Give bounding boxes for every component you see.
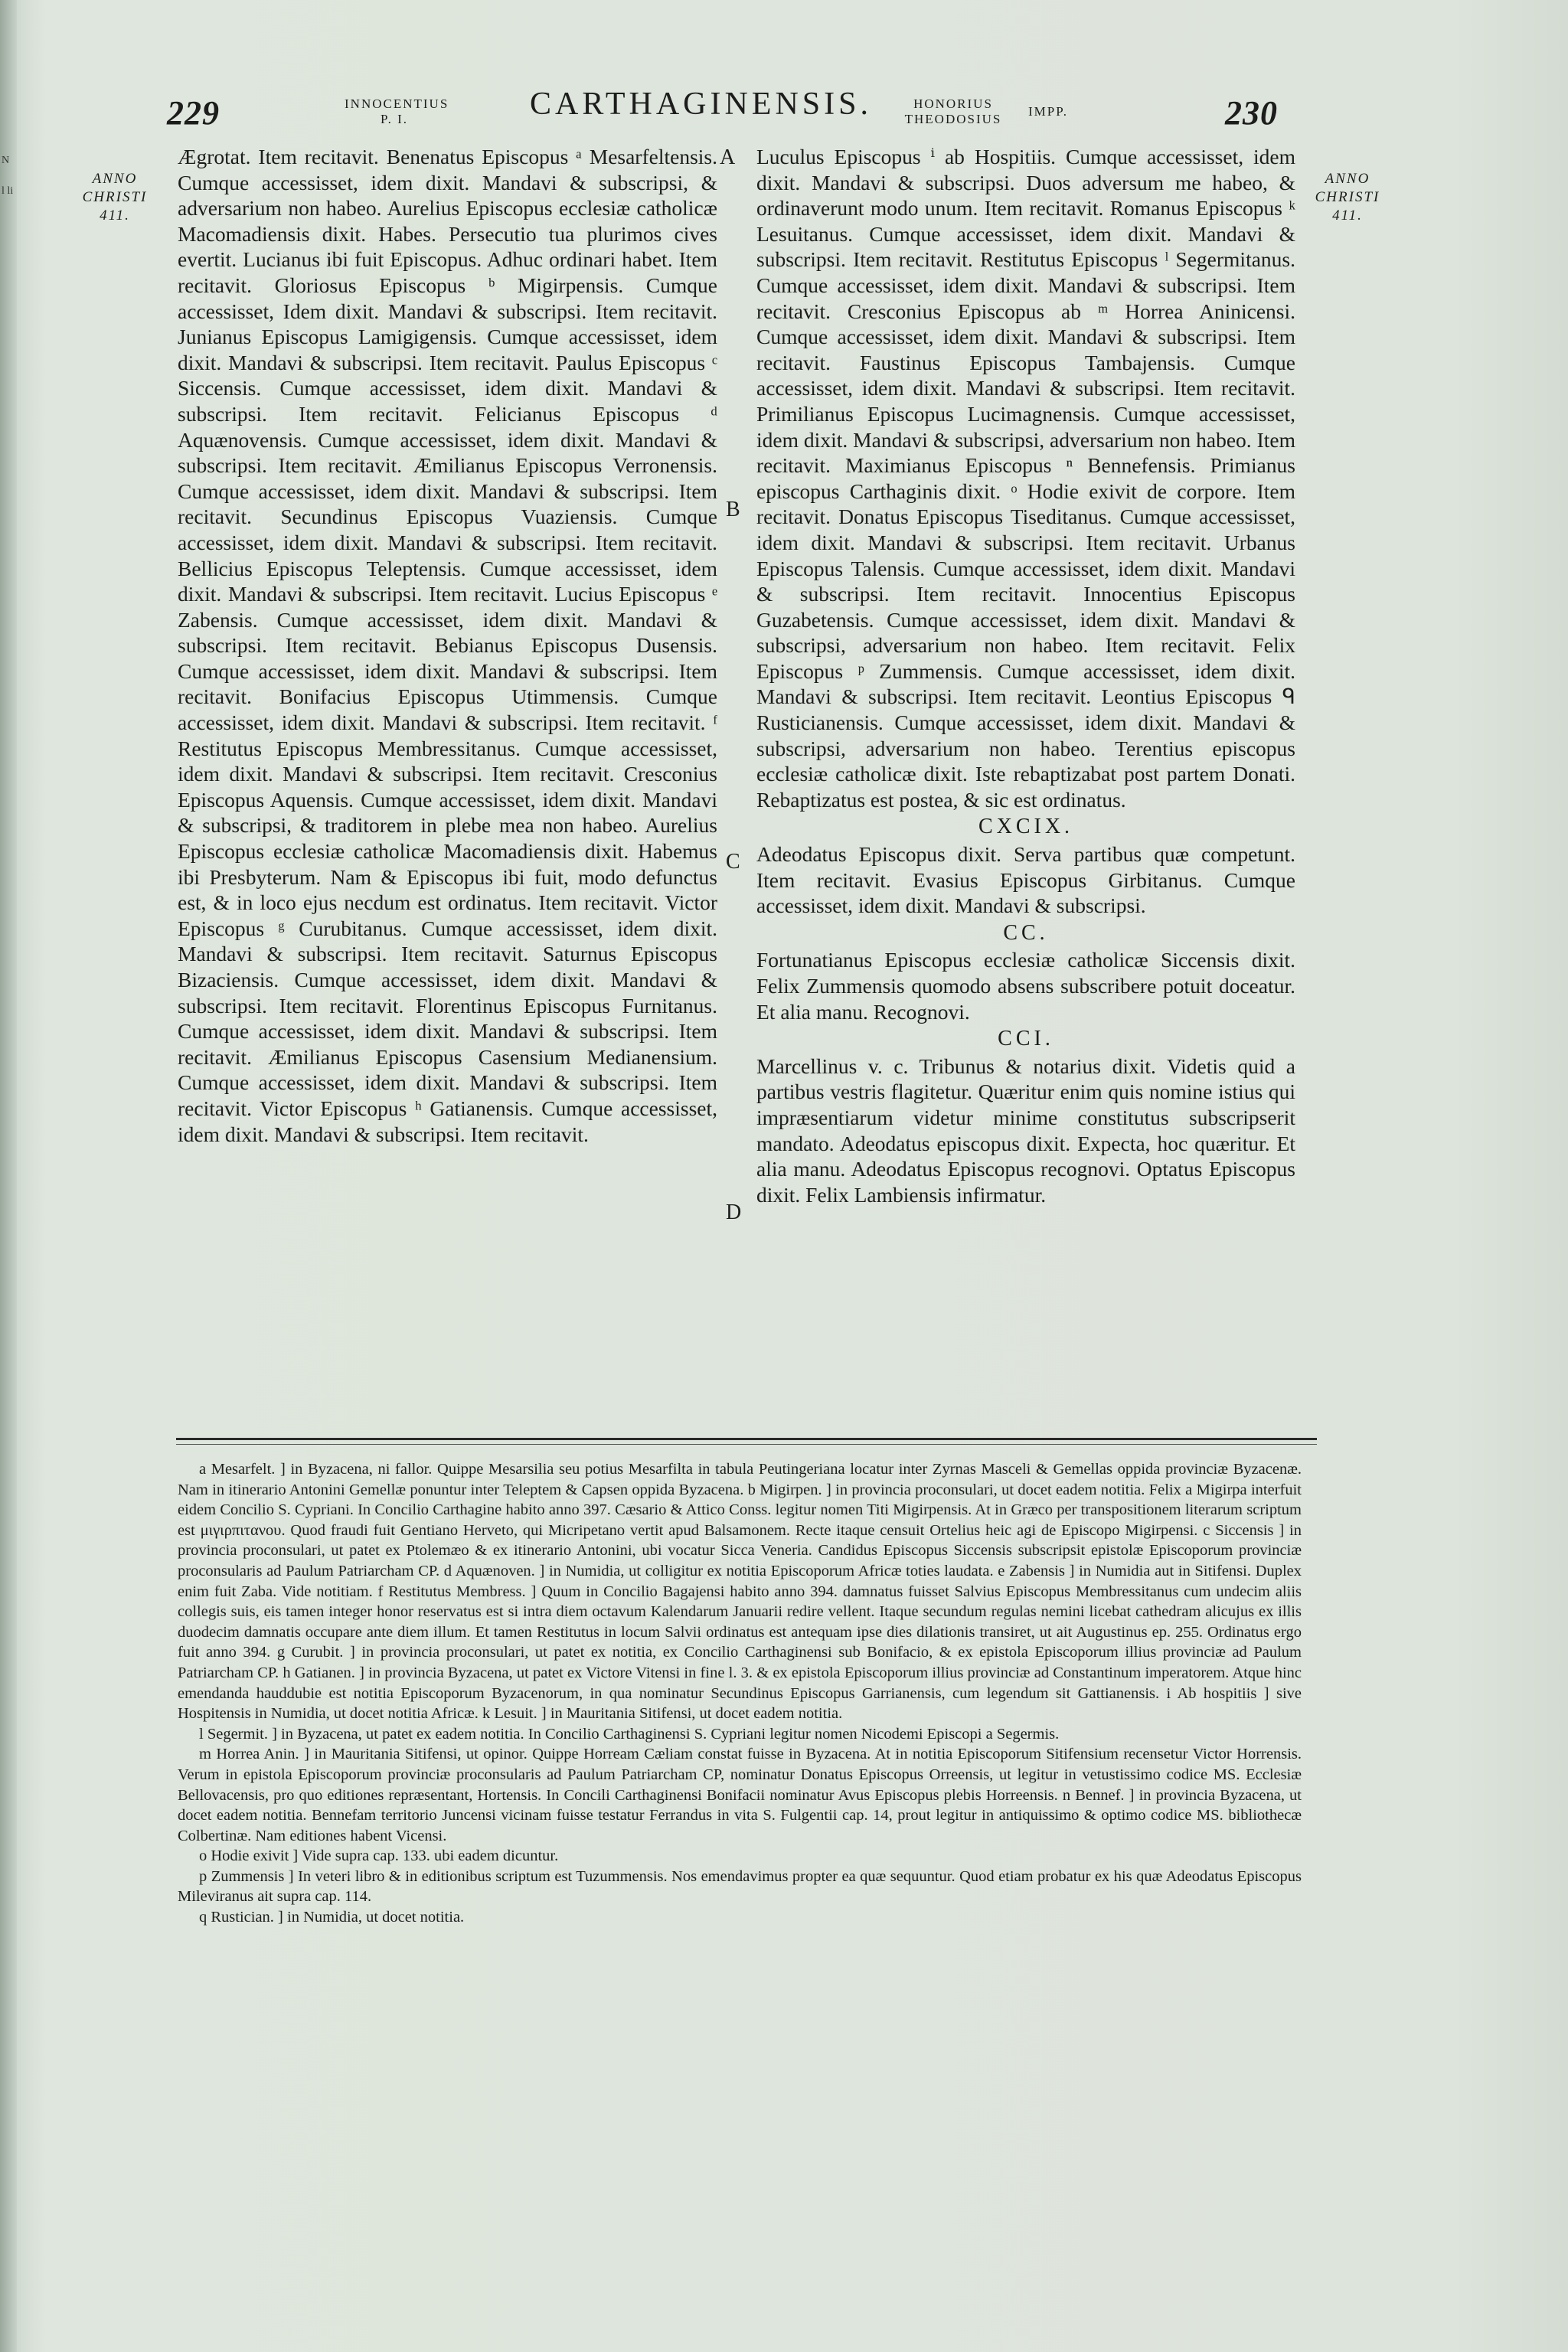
running-head-suffix: IMPP. <box>1027 104 1069 119</box>
chapter-heading: CCI. <box>998 1027 1054 1051</box>
page-title: CARTHAGINENSIS. <box>530 87 872 122</box>
margin-note-left: ANNO CHRISTI 411. <box>82 171 148 224</box>
column-right <box>756 144 1295 1207</box>
section-letter-b: B <box>726 498 740 521</box>
footnote-block: p Zummensis ] In veteri libro & in editionibus scriptum est Tuzummensis. Nos emendavimus propter ea quæ sequuntur. Quod etiam probatur ex his quæ Adeodatus Episcopus Mileviranus ait supra cap. 114. <box>178 1867 1302 1906</box>
column-left <box>178 144 717 1147</box>
footnote-block: a Mesarfelt. ] in Byzacena, ni fallor. Quippe Mesarsilia seu potius Mesarfilta in tabula Peutingeriana locatur inter Zyrnas Masceli & Gemellas oppida provinciæ Byzacenæ. Nam in itinerario Antonini Gemellæ ponuntur inter Teleptem & Capsen oppida Byzacena. b Migirpen. ] in provincia proconsulari, ut docet eadem notitia. Felix a Migirpa interfuit eidem Concilio S. Cypriani. In Concilio Carthagine habito anno 397. Cæsario & Attico Conss. legitur nomen Titi Migirpensis. At in Græco per transpositionem literarum scriptum est μιγιρπιτανου. Quod fraudi fuit Gentiano Herveto, qui Micripetano vertit apud Balsamonem. Recte itaque censuit Ortelius heic agi de Episcopo Migirpensi. c Siccensis ] in provincia proconsulari, ut patet ex Ptolemæo & ex itinerario Antonini, ubi vocatur Sicca Veneria. Candidus Episcopus Siccensis subscripsit epistolæ Episcoporum provinciæ proconsularis ad Paulum Patriarcham CP. d Aquænoven. ] in Numidia, ut colligitur ex notitia Episcoporum Africæ toties laudata. e Zabensis ] in Numidia aut in Sitifensi. Duplex enim fuit Zaba. Vide notitiam. f Restitutus Membress. ] Quum in Concilio Bagajensi habito anno 394. damnatus fuisset Salvius Episcopus Membressitanus cum undecim aliis collegis suis, eis tamen integer honor reservatus est si intra diem octavum Kalendarum Januarii redire vellent. Itaque secundum regulas nemini licebat cathedram alicujus ex illis duodecim damnatis occupare ante diem illum. Et tamen Restitutus in locum Salvii ordinatus est antequam ipse dies dilationis transiret, ut ait Augustinus ep. 255. Ordinatus ergo fuit anno 394. g Curubit. ] in provincia proconsulari, ut patet ex notitia, ex Concilio Carthaginensi sub Bonifacio, & ex epistola Episcoporum illius provinciæ ad Paulum Patriarcham CP. h Gatianen. ] in provincia Byzacena, ut patet ex Victore Vitensi in fine l. 3. & ex epistola Episcoporum illius provinciæ ad Constantinum imperatorem. Atque hinc emendanda hauddubie est notitia Episcoporum Byzacenorum, in qua nominatur Secundinus Episcopus Garrianensis, cum legendum sit Gattianensis. i Ab hospitiis ] sive Hospitensis in Numidia, ut docet notitia Africæ. k Lesuit. ] in Mauritania Sitifensi, ut docet eadem notitia. <box>178 1461 1302 1723</box>
footnote-block: m Horrea Anin. ] in Mauritania Sitifensi, ut opinor. Quippe Horream Cæliam constat fuisse in Byzacena. At in notitia Episcoporum Sitifensium recensetur Victor Horrensis. Verum in epistola Episcoporum provinciæ proconsularis ad Paulum Patriarcham CP, nominatur Donatus Episcopus Orreensis, ut legitur in vetustissimo codice MS. Ecclesiæ Bellovacensis, pro quo editiones repræsentant, Hortensis. In Concili Carthaginensi Bonifacii nominatur Avus Episcopus plebis Horreensis. n Bennef. ] in provincia Byzacena, ut docet eadem notitia. Bennefam territorio Juncensi vicinam fuisse testatur Ferrandus in vita S. Fulgentii cap. 14, prout legitur in antiquissimo & optimo codice MS. bibliothecæ Colbertinæ. Nam editiones habent Vicensi. <box>178 1746 1302 1844</box>
section-letter-d: D <box>726 1200 742 1224</box>
column-right-text-1: Luculus Episcopus ⁱ ab Hospitiis. Cumque accessisset, idem dixit. Mandavi & subscripsi. Duos adversum me habeo, & ordinaverunt modo unum. Item recitavit. Romanus Episcopus ᵏ Lesuitanus. Cumque accessisset, idem dixit. Mandavi & subscripsi. Item recitavit. Restitutus Episcopus ˡ Segermitanus. Cumque accessisset, idem dixit. Mandavi & subscripsi. Item recitavit. Cresconius Episcopus ab ᵐ Horrea Aninicensi. Cumque accessisset, idem dixit. Mandavi & subscripsi. Item recitavit. Faustinus Episcopus Tambajensis. Cumque accessisset, idem dixit. Mandavi & subscripsi. Item recitavit. Primilianus Episcopus Lucimagnensis. Cumque accessisset, idem dixit. Mandavi & subscripsi, adversarium non habeo. Item recitavit. Maximianus Episcopus ⁿ Bennefensis. Primianus episcopus Carthaginis dixit. ᵒ Hodie exivit de corpore. Item recitavit. Donatus Episcopus Tiseditanus. Cumque accessisset, idem dixit. Mandavi & subscripsi. Item recitavit. Urbanus Episcopus Talensis. Cumque accessisset, idem dixit. Mandavi & subscripsi. Item recitavit. Innocentius Episcopus Guzabetensis. Cumque accessisset, idem dixit. Mandavi & subscripsi, adversarium non habeo. Item recitavit. Felix Episcopus ᵖ Zummensis. Cumque accessisset, idem dixit. Mandavi & subscripsi. Item recitavit. Leontius Episcopus ᑫ Rusticianensis. Cumque accessisset, idem dixit. Mandavi & subscripsi, adversarium non habeo. Terentius episcopus ecclesiæ catholicæ dixit. Iste rebaptizabat post partem Donati. Rebaptizatus est postea, & sic est ordinatus. <box>756 145 1295 812</box>
binding-gutter <box>0 0 17 2352</box>
section-letter-c: C <box>726 850 740 874</box>
footnote-rule <box>176 1438 1317 1440</box>
chapter-heading: CXCIX. <box>978 815 1074 839</box>
column-left-text: Ægrotat. Item recitavit. Benenatus Episcopus ᵃ Mesarfeltensis. Cumque accessisset, idem dixit. Mandavi & subscripsi, & adversarium non habeo. Aurelius Episcopus ecclesiæ catholicæ Macomadiensis dixit. Habes. Persecutio tua plurimos cives evertit. Lucianus ibi fuit Episcopus. Adhuc ordinari habet. Item recitavit. Gloriosus Episcopus ᵇ Migirpensis. Cumque accessisset, Idem dixit. Mandavi & subscripsi. Item recitavit. Junianus Episcopus Lamigigensis. Cumque accessisset, idem dixit. Mandavi & subscripsi. Item recitavit. Paulus Episcopus ᶜ Siccensis. Cumque accessisset, idem dixit. Mandavi & subscripsi. Item recitavit. Felicianus Episcopus ᵈ Aquænovensis. Cumque accessisset, idem dixit. Mandavi & subscripsi. Item recitavit. Æmilianus Episcopus Verronensis. Cumque accessisset, idem dixit. Mandavi & subscripsi. Item recitavit. Secundinus Episcopus Vuaziensis. Cumque accessisset, idem dixit. Mandavi & subscripsi. Item recitavit. Bellicius Episcopus Teleptensis. Cumque accessisset, idem dixit. Mandavi & subscripsi. Item recitavit. Lucius Episcopus ᵉ Zabensis. Cumque accessisset, idem dixit. Mandavi & subscripsi. Item recitavit. Bebianus Episcopus Dusensis. Cumque accessisset, idem dixit. Mandavi & subscripsi. Item recitavit. Bonifacius Episcopus Utimmensis. Cumque accessisset, idem dixit. Mandavi & subscripsi. Item recitavit. ᶠ Restitutus Episcopus Membressitanus. Cumque accessisset, idem dixit. Mandavi & subscripsi. Item recitavit. Cresconius Episcopus Aquensis. Cumque accessisset, idem dixit. Mandavi & subscripsi, & traditorem in plebe mea non habeo. Aurelius Episcopus ecclesiæ catholicæ Macomadiensis dixit. Habemus ibi Presbyterum. Nam & Episcopus ibi fuit, modo defunctus est, & in loco ejus necdum est ordinatus. Item recitavit. Victor Episcopus ᵍ Curubitanus. Cumque accessisset, idem dixit. Mandavi & subscripsi. Item recitavit. Saturnus Episcopus Bizaciensis. Cumque accessisset, idem dixit. Mandavi & subscripsi. Item recitavit. Florentinus Episcopus Furnitanus. Cumque accessisset, idem dixit. Mandavi & subscripsi. Item recitavit. Æmilianus Episcopus Casensium Medianensium. Cumque accessisset, idem dixit. Mandavi & subscripsi. Item recitavit. Victor Episcopus ʰ Gatianensis. Cumque accessisset, idem dixit. Mandavi & subscripsi. Item recitavit. <box>178 145 717 1146</box>
footnote-rule-thin <box>176 1444 1317 1445</box>
column-right-text-2: Adeodatus Episcopus dixit. Serva partibus quæ competunt. Item recitavit. Evasius Episcopus Girbitanus. Cumque accessisset, idem dixit. Mandavi & subscripsi. <box>756 842 1295 918</box>
page-number-left: 229 <box>167 94 220 132</box>
gutter-fragment: N l li <box>2 155 14 197</box>
footnote-block: l Segermit. ] in Byzacena, ut patet ex eadem notitia. In Concilio Carthaginensi S. Cypriani legitur nomen Nicodemi Episcopi a Segermis. <box>199 1725 1060 1743</box>
running-head-right: HONORIUS THEODOSIUS <box>904 96 1002 126</box>
column-right-text-4: Marcellinus v. c. Tribunus & notarius dixit. Videtis quid a partibus vestris flagitetur. Quæritur enim quis nomine istius qui impræsentiarum videtur minime constitutus subscripserit mandato. Adeodatus episcopus dixit. Expecta, hoc quæritur. Et alia manu. Adeodatus Episcopus recognovi. Optatus Episcopus dixit. Felix Lambiensis infirmatur. <box>756 1054 1295 1207</box>
section-letter-a: A <box>720 145 736 169</box>
column-right-text-3: Fortunatianus Episcopus ecclesiæ catholicæ Siccensis dixit. Felix Zummensis quomodo absens subscribere potuit doceatur. Et alia manu. Recognovi. <box>756 948 1295 1024</box>
chapter-heading: CC. <box>1003 920 1049 945</box>
page-number-right: 230 <box>1225 94 1278 132</box>
footnote-block: o Hodie exivit ] Vide supra cap. 133. ubi eadem dicuntur. <box>199 1847 559 1865</box>
footnote-block: q Rustician. ] in Numidia, ut docet notitia. <box>199 1909 465 1926</box>
footnotes <box>178 1459 1302 1928</box>
running-head-left: INNOCENTIUS P. I. <box>345 96 449 126</box>
margin-note-right: ANNO CHRISTI 411. <box>1315 171 1380 224</box>
